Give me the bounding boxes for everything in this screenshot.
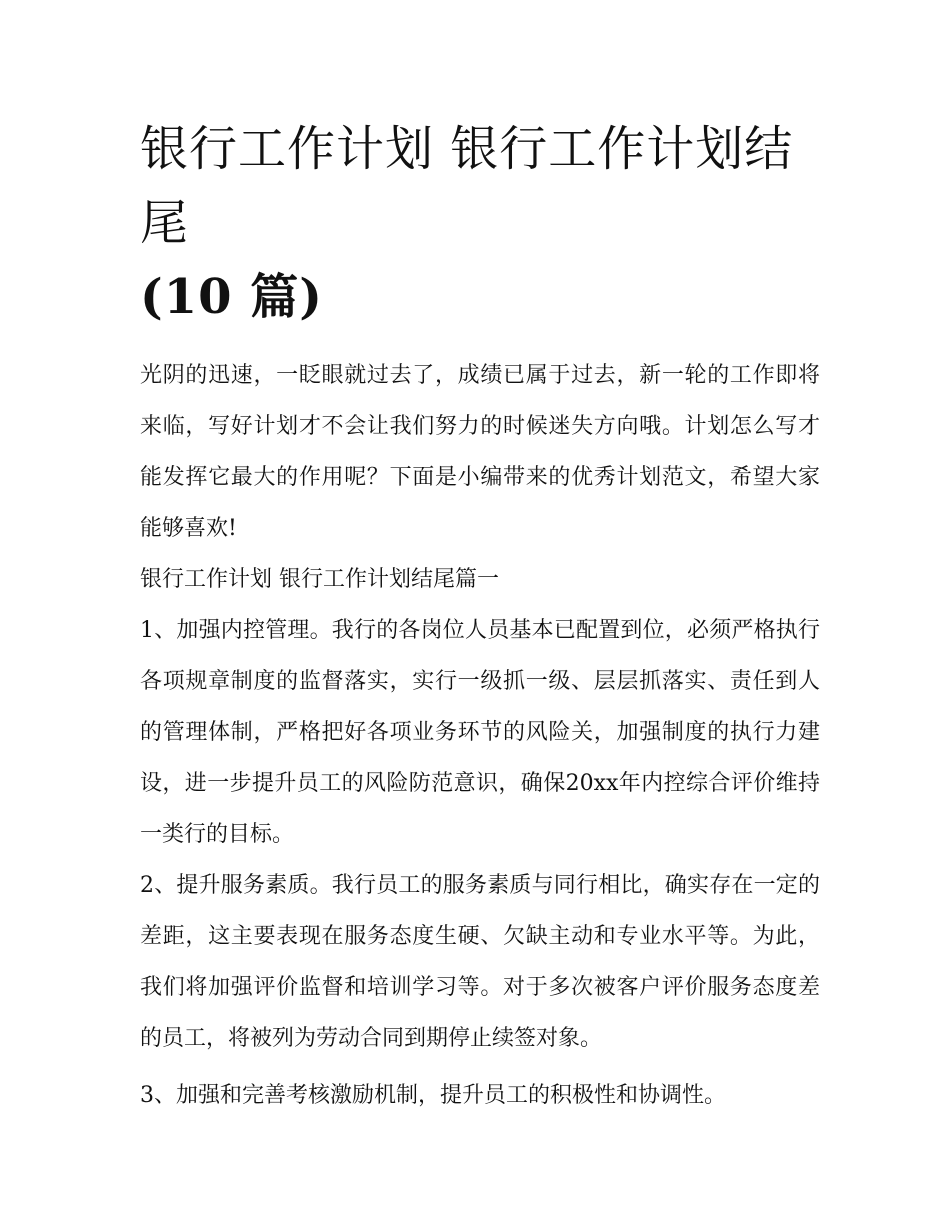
document-page: [140, 112, 820, 1121]
intro-paragraph: 光阴的迅速，一眨眼就过去了，成绩已属于过去，新一轮的工作即将来临，写好计划才不会让我们努力的时候迷失方向哦。计划怎么写才能发挥它最大的作用呢？下面是小编带来的优秀计划范文，希望大家能够喜欢!: [140, 363, 820, 541]
list-item-1: 1、加强内控管理。我行的各岗位人员基本已配置到位，必须严格执行各项规章制度的监督落实，实行一级抓一级、层层抓落实、责任到人的管理体制，严格把好各项业务环节的风险关，加强制度的执行力建设，进一步提升员工的风险防范意识，确保20xx年内控综合评价维持一类行的目标。: [140, 618, 820, 847]
list-item-2: 2、提升服务素质。我行员工的服务素质与同行相比，确实存在一定的差距，这主要表现在服务态度生硬、欠缺主动和专业水平等。为此，我们将加强评价监督和培训学习等。对于多次被客户评价服务态度差的员工，将被列为劳动合同到期停止续签对象。: [140, 873, 820, 1051]
document-title-count: (10 篇): [140, 269, 323, 325]
document-title: [140, 112, 820, 334]
section-heading: 银行工作计划 银行工作计划结尾篇一: [140, 567, 499, 592]
list-item-3: 3、加强和完善考核激励机制，提升员工的积极性和协调性。: [140, 1083, 726, 1108]
document-title-text: 银行工作计划 银行工作计划结尾: [140, 121, 794, 251]
